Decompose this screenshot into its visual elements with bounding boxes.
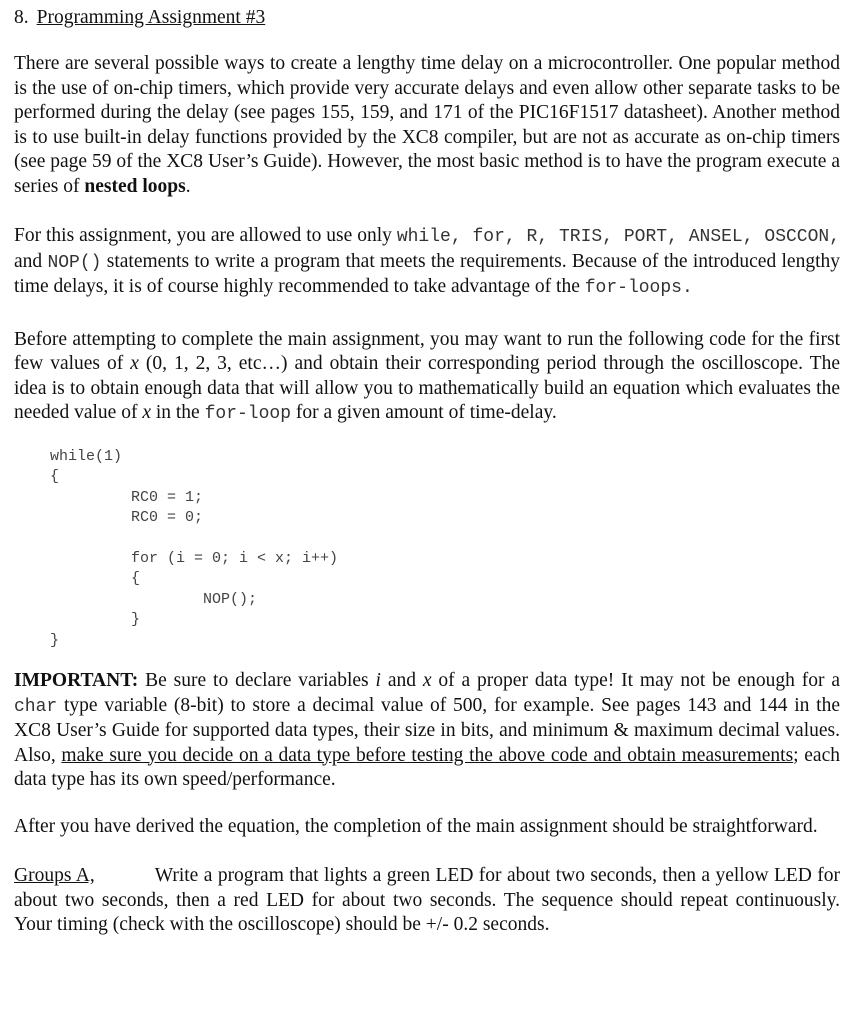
important-text-4: type variable (8-bit) to store a decimal value of 500, for example. See pages 143 and 144 in the XC8 User’s Guide for supported data types, their size in bits, and minimum & maximum decimal values. Also, [14, 694, 840, 766]
code-line: NOP(); [14, 590, 258, 608]
important-text-1: Be sure to declare variables [138, 670, 376, 691]
measurement-text-1: Before attempting to complete the main assignment, you may want to run the following code for the first few values of [14, 328, 840, 374]
measurement-text-3: in the [150, 402, 205, 423]
section-title: Programming Assignment #3 [36, 7, 266, 28]
variable-x: x [422, 670, 432, 691]
code-line: { [14, 468, 60, 485]
groups-text: Write a program that lights a green LED for about two seconds, then a yellow LED for about two seconds, then a red LED for about two seconds. The sequence should repeat continuously. Your timing (check with the oscilloscope) should be +/- 0.2 seconds. [14, 865, 841, 935]
important-text-5: ; each data type has its own speed/performance. [14, 744, 840, 790]
important-label: IMPORTANT: [14, 670, 139, 691]
code-line: { [14, 570, 141, 587]
groups-label: Groups A, [14, 865, 95, 886]
section-heading [14, 6, 840, 30]
important-text-3: of a proper data type! It may not be enough for a [431, 670, 841, 691]
code-line: for (i = 0; i < x; i++) [14, 549, 339, 567]
char-code: char [14, 696, 58, 717]
important-text-2: and [380, 670, 423, 691]
equation-paragraph [14, 815, 840, 840]
document [14, 6, 840, 938]
variable-x: x [130, 353, 139, 374]
for-loop-code: for-loop [204, 404, 292, 424]
allowed-text-2: and [14, 250, 48, 272]
intro-paragraph [14, 52, 840, 199]
measurement-text-4: for a given amount of time-delay. [291, 402, 557, 423]
groups-paragraph [14, 864, 840, 938]
allowed-text-1: For this assignment, you are allowed to use only [14, 225, 397, 246]
important-paragraph [14, 669, 840, 793]
code-line: while(1) [14, 447, 123, 465]
nop-code: NOP() [47, 252, 102, 273]
nested-loops-emphasis: nested loops [84, 175, 186, 197]
variable-x: x [142, 402, 151, 423]
intro-end: . [185, 175, 191, 197]
intro-text: There are several possible ways to create a lengthy time delay on a microcontroller. One popular method is the use of on-chip timers, which provide very accurate delays and even allow other separate tasks to be performed during the delay (see pages 155, 159, and 171 of the PIC16F1517 datasheet). Another method is to use built-in delay functions provided by the XC8 compiler, but are not as accurate as on-chip timers (see page 59 of the XC8 User’s Guide). However, the most basic method is to have the program execute a series of [14, 53, 840, 197]
for-loops-code: for-loops. [584, 278, 693, 298]
code-line: RC0 = 1; [14, 488, 204, 506]
section-number: 8. [14, 7, 29, 28]
allowed-keywords-code: while, for, R, TRIS, PORT, ANSEL, OSCCON, [396, 227, 841, 247]
data-type-warning: make sure you decide on a data type before testing the above code and obtain measurements [61, 744, 794, 766]
code-block [14, 447, 840, 652]
code-line: RC0 = 0; [14, 509, 204, 526]
code-line: } [14, 611, 141, 628]
allowed-text-3: statements to write a program that meets the requirements. Because of the introduced lengthy time delays, it is of course highly recommended to take advantage of the [14, 250, 841, 297]
code-line: } [14, 631, 60, 649]
equation-text: After you have derived the equation, the completion of the main assignment should be straightforward. [14, 815, 818, 837]
allowed-statements-paragraph [14, 224, 840, 301]
measurement-text-2: (0, 1, 2, 3, etc…) and obtain their corresponding period through the oscilloscope. The idea is to obtain enough data that will allow you to mathematically build an equation which evaluates the needed value of [14, 353, 841, 423]
measurement-paragraph [14, 328, 840, 427]
variable-i: i [375, 670, 381, 691]
